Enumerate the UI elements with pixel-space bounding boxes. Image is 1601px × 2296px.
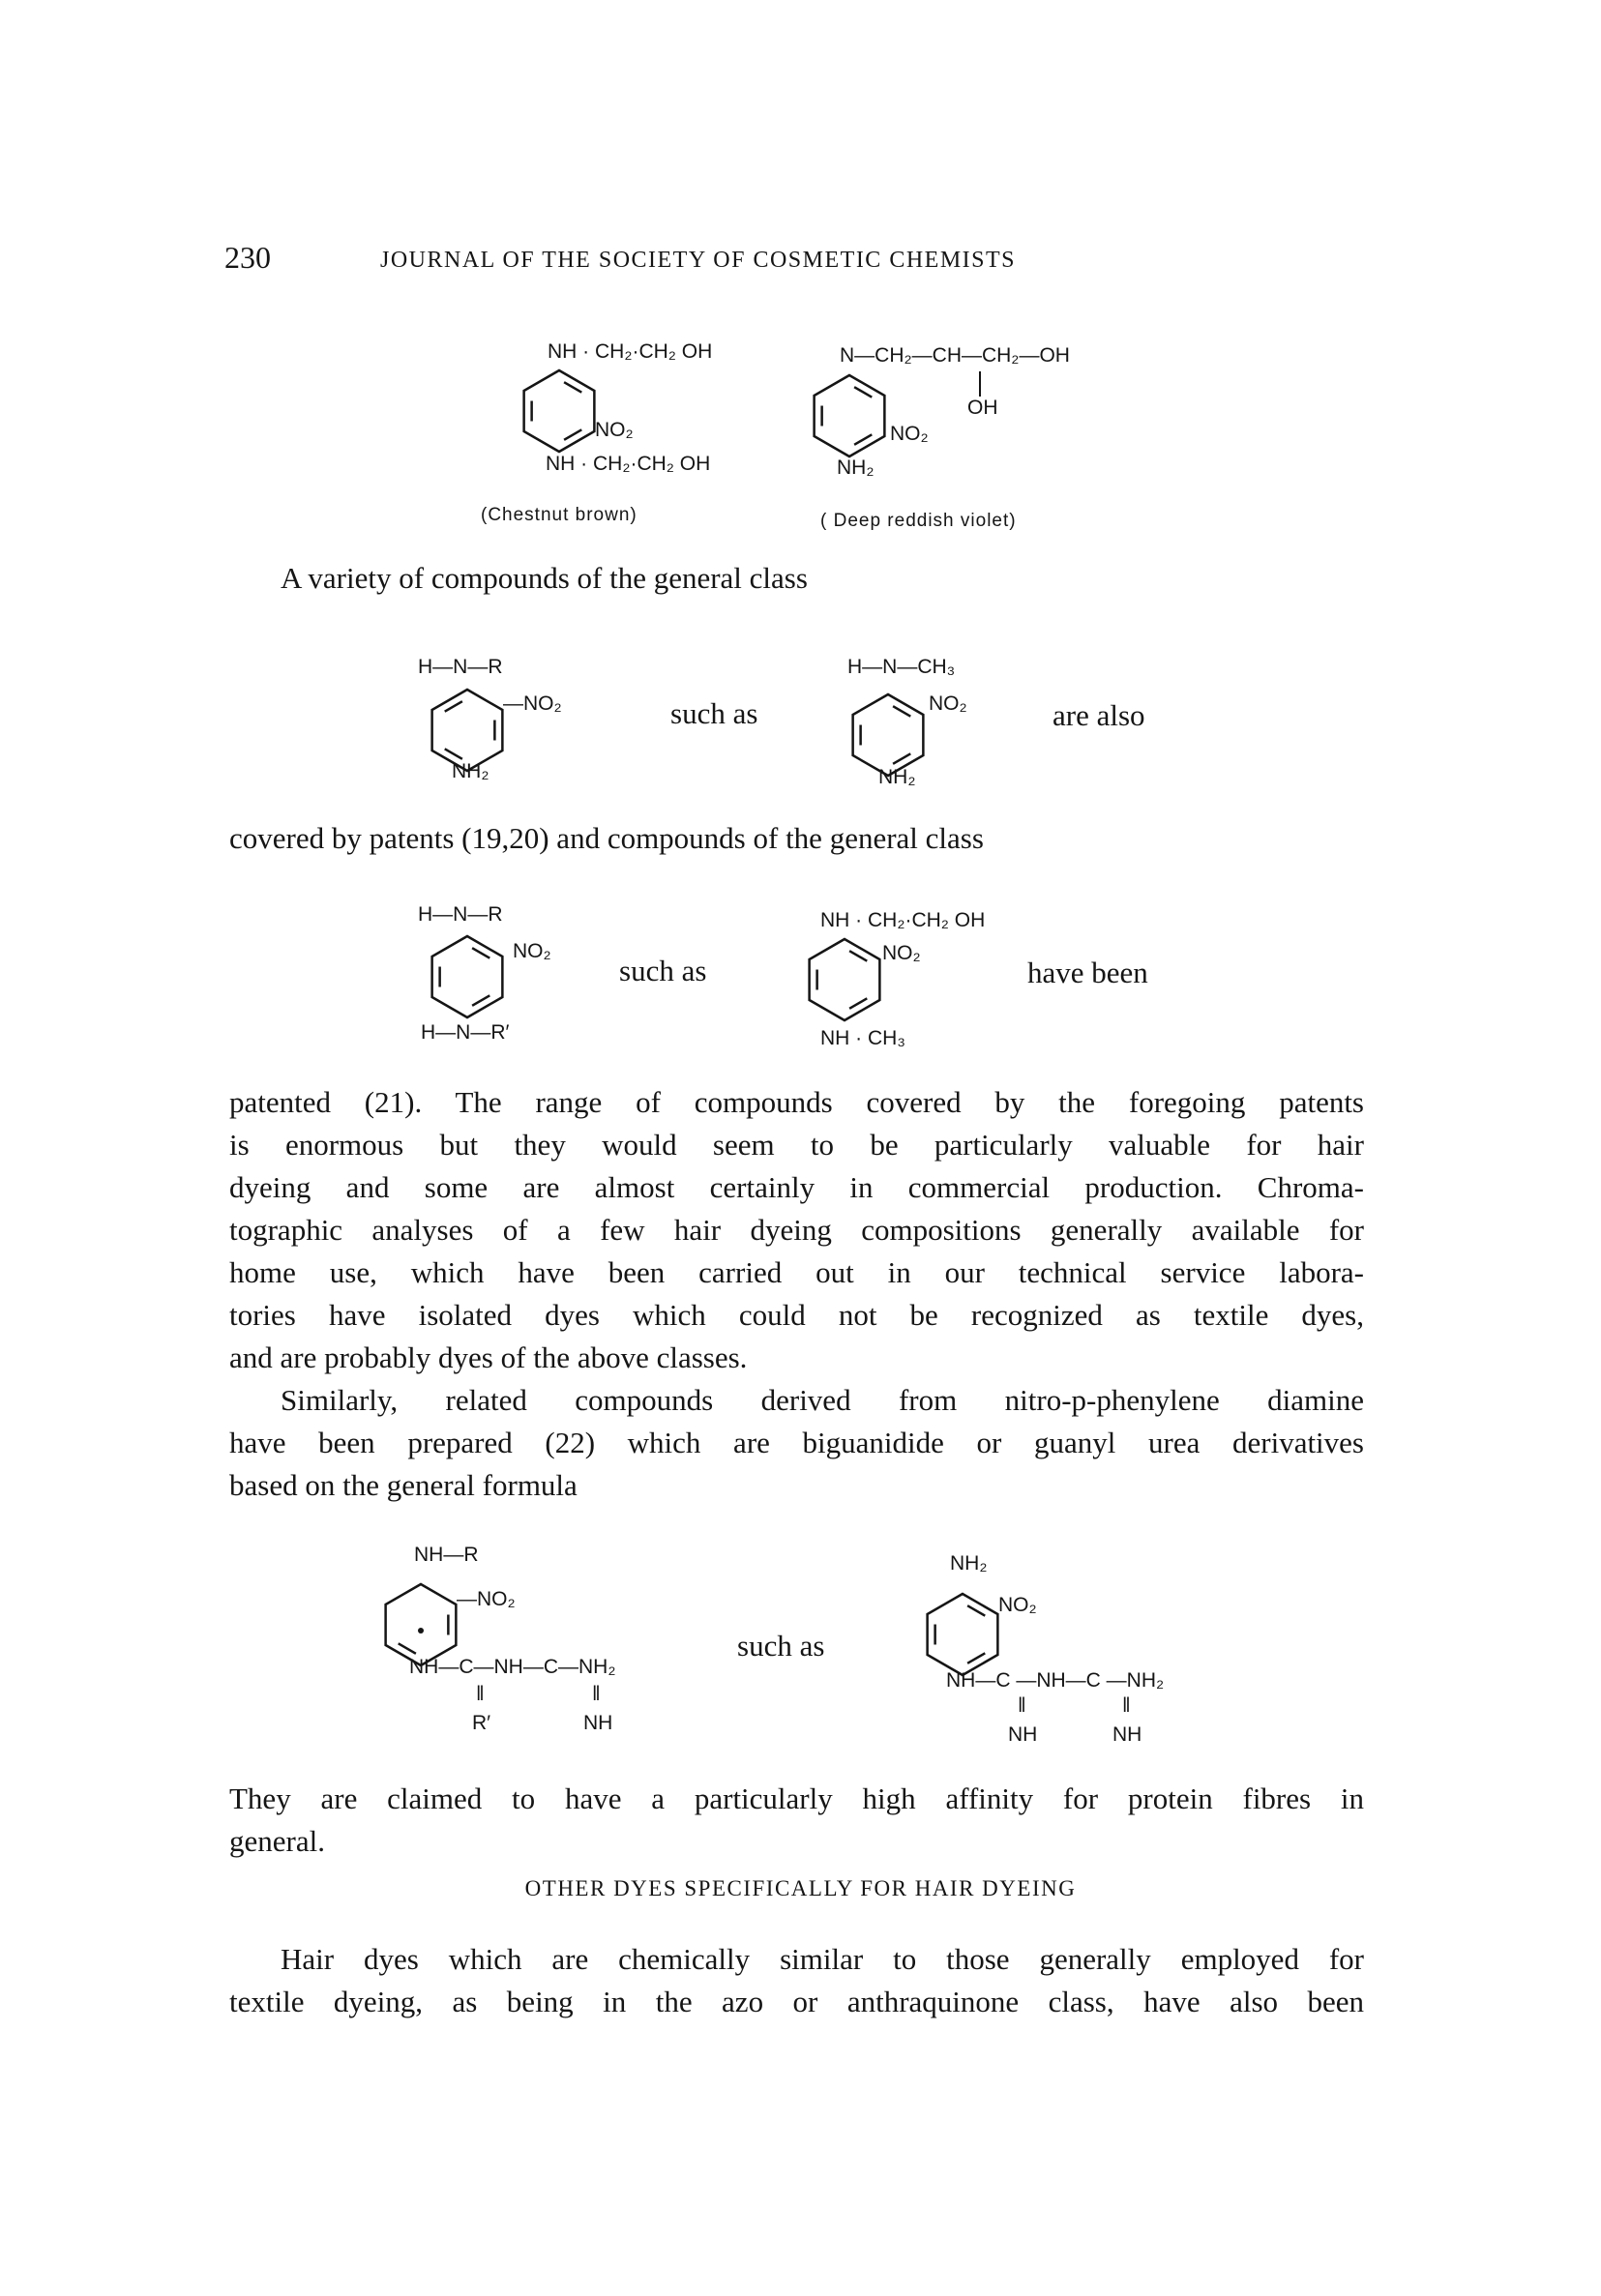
page-number: 230 [224, 240, 271, 275]
benzene-ring [805, 371, 894, 460]
benzene-ring [800, 935, 889, 1024]
body-text: are also [1053, 698, 1145, 732]
amino-label: NH₂ [452, 760, 489, 782]
double-bond: ‖ [592, 1683, 601, 1705]
nitro-label: —NO₂ [503, 692, 562, 715]
hydroxyl-label: OH [967, 397, 998, 419]
text-line: They are claimed to have a particularly high affinity for protein fibres in [229, 1781, 1364, 1815]
substituent-label: NH · CH₂·CH₂ OH [548, 340, 713, 363]
text-line: Similarly, related compounds derived from nitro-p-phenylene diamine [281, 1383, 1364, 1417]
nitro-label: NO₂ [882, 942, 921, 964]
text-line: have been prepared (22) which are biguanidide or guanyl urea derivatives [229, 1426, 1364, 1459]
text-line: is enormous but they would seem to be particularly valuable for hair [229, 1128, 1364, 1162]
substituent-label: NH · CH₃ [820, 1027, 905, 1049]
amino-label: NH₂ [837, 456, 875, 479]
substituent-label: NH · CH₂·CH₂ OH [820, 909, 986, 931]
nitro-label: —NO₂ [457, 1588, 516, 1610]
body-text: have been [1027, 956, 1148, 989]
text-line: textile dyeing, as being in the azo or anthraquinone class, have also been [229, 1985, 1364, 2018]
text-line: Hair dyes which are chemically similar to those generally employed for [281, 1942, 1364, 1976]
body-text: covered by patents (19,20) and compounds of the general class [229, 821, 984, 855]
body-text: A variety of compounds of the general class [281, 561, 808, 595]
substituent-label: H—N—R [418, 903, 503, 926]
substituent-label: NH · CH₂·CH₂ OH [546, 453, 711, 475]
nitro-label: NO₂ [929, 692, 967, 715]
substituent-label: H—N—R′ [421, 1021, 510, 1044]
amino-label: NH₂ [878, 766, 916, 788]
structure-caption: (Chestnut brown) [481, 505, 637, 525]
text-line: dyeing and some are almost certainly in commercial production. Chroma- [229, 1170, 1364, 1204]
text-line: patented (21). The range of compounds covered by the foregoing patents [229, 1085, 1364, 1119]
structure-caption: ( Deep reddish violet) [820, 511, 1017, 531]
biguanide-chain: NH—C —NH—C —NH₂ [946, 1669, 1165, 1692]
double-bond: ‖ [1018, 1694, 1026, 1717]
section-heading: OTHER DYES SPECIFICALLY FOR HAIR DYEING [524, 1876, 1077, 1900]
biguanide-chain: NH—C—NH—C—NH₂ [409, 1656, 616, 1678]
nitro-label: NO₂ [890, 423, 929, 445]
double-bond: ‖ [1122, 1694, 1131, 1717]
text-line: tographic analyses of a few hair dyeing compositions generally available for [229, 1213, 1364, 1247]
benzene-ring [423, 932, 512, 1021]
substituent-label: NH [583, 1712, 613, 1734]
running-head: JOURNAL OF THE SOCIETY OF COSMETIC CHEMISTS [380, 248, 1016, 273]
text-line: home use, which have been carried out in our technical service labora- [229, 1255, 1364, 1289]
text-line: general. [229, 1824, 325, 1858]
bond-line [979, 371, 981, 397]
amino-label: NH₂ [950, 1552, 988, 1575]
substituent-label: H—N—R [418, 656, 503, 678]
text-line: based on the general formula [229, 1468, 578, 1502]
substituent-label: NH [1008, 1723, 1038, 1746]
body-text: such as [737, 1629, 825, 1663]
double-bond: ‖ [476, 1683, 485, 1705]
substituent-label: NH [1112, 1723, 1142, 1746]
body-text: such as [670, 696, 758, 730]
substituent-label: H—N—CH₃ [847, 656, 956, 678]
body-text: such as [619, 954, 707, 987]
nitro-label: NO₂ [998, 1594, 1037, 1616]
nitro-label: NO₂ [513, 940, 551, 962]
text-line: and are probably dyes of the above classes. [229, 1340, 748, 1374]
substituent-label: NH—R [414, 1544, 479, 1566]
benzene-ring [918, 1590, 1007, 1679]
substituent-label: R′ [472, 1712, 491, 1734]
benzene-ring [515, 367, 604, 456]
nitro-label: NO₂ [595, 419, 634, 441]
text-line: tories have isolated dyes which could not be recognized as textile dyes, [229, 1298, 1364, 1332]
substituent-label: N—CH₂—CH—CH₂—OH [840, 344, 1070, 367]
